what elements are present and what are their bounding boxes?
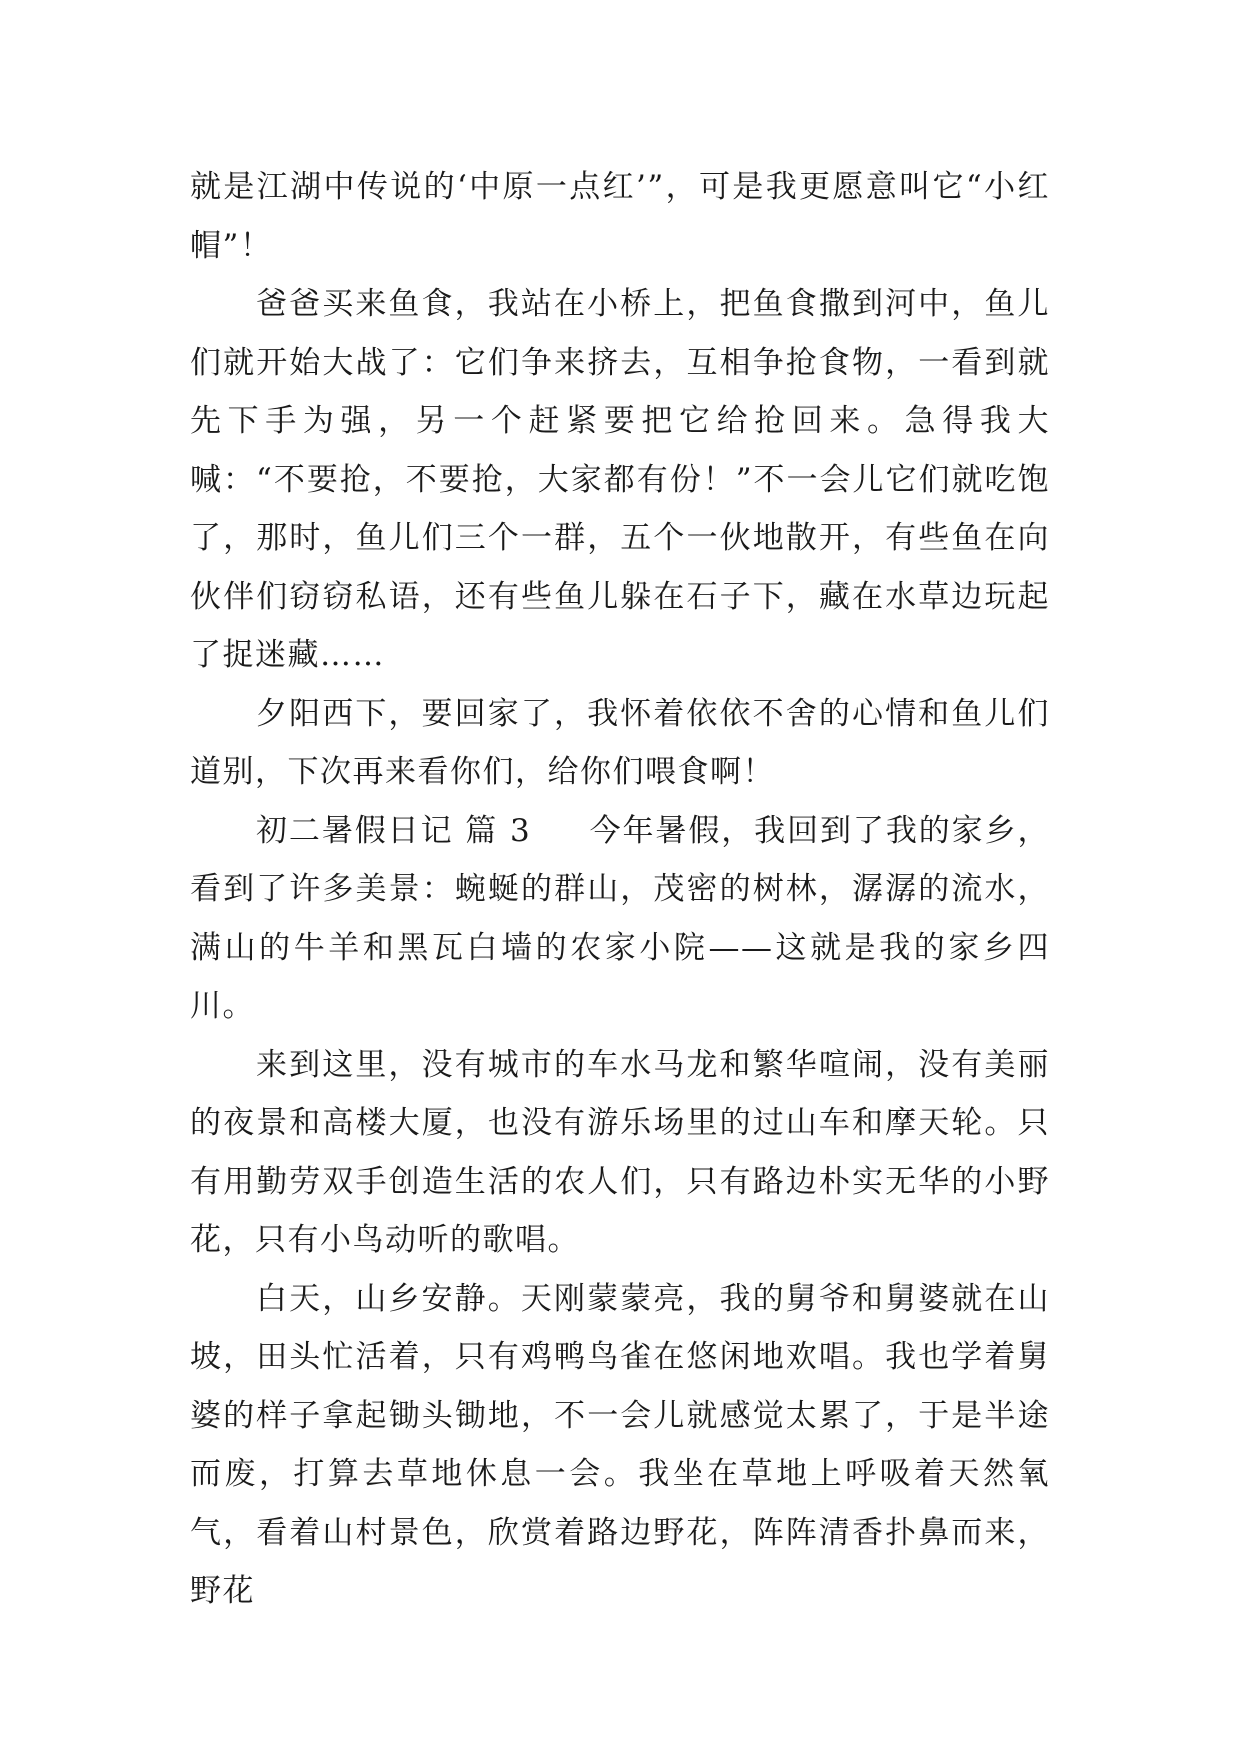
paragraph-daytime: 白天，山乡安静。天刚蒙蒙亮，我的舅爷和舅婆就在山坡，田头忙活着，只有鸡鸭鸟雀在悠闲地欢唱。我也学着舅婆的样子拿起锄头锄地，不一会儿就感觉太累了，于是半途而废，打算去草地休息一会。我坐在草地上呼吸着天然氧气，看着山村景色，欣赏着路边野花，阵阵清香扑鼻而来，野花	[190, 1280, 1050, 1609]
paragraph-sunset: 夕阳西下，要回家了，我怀着依依不舍的心情和鱼儿们道别，下次再来看你们，给你们喂食啊！	[190, 695, 1050, 790]
document-body	[190, 158, 1050, 1621]
section-heading: 初二暑假日记 篇 3	[256, 812, 532, 849]
paragraph-feeding-fish: 爸爸买来鱼食，我站在小桥上，把鱼食撒到河中，鱼儿们就开始大战了：它们争来挤去，互相争抢食物，一看到就先下手为强，另一个赶紧要把它给抢回来。急得我大喊：“不要抢，不要抢，大家都有份！”不一会儿它们就吃饱了，那时，鱼儿们三个一群，五个一伙地散开，有些鱼在向伙伴们窃窃私语，还有些鱼儿躲在石子下，藏在水草边玩起了捉迷藏……	[190, 286, 1050, 673]
section-first-text: 今年暑假，我回到了我的家乡，看到了许多美景：蜿蜒的群山，茂密的树林，潺潺的流水，满山的牛羊和黑瓦白墙的农家小院——这就是我的家乡四川。	[190, 812, 1051, 1024]
paragraph-countryside: 来到这里，没有城市的车水马龙和繁华喧闹，没有美丽的夜景和高楼大厦，也没有游乐场里的过山车和摩天轮。只有用勤劳双手创造生活的农人们，只有路边朴实无华的小野花，只有小鸟动听的歌唱。	[190, 1046, 1050, 1258]
paragraph-continuation: 就是江湖中传说的‘中原一点红’”，可是我更愿意叫它“小红帽”！	[190, 169, 1050, 264]
paragraph-section-3	[190, 802, 1050, 1036]
